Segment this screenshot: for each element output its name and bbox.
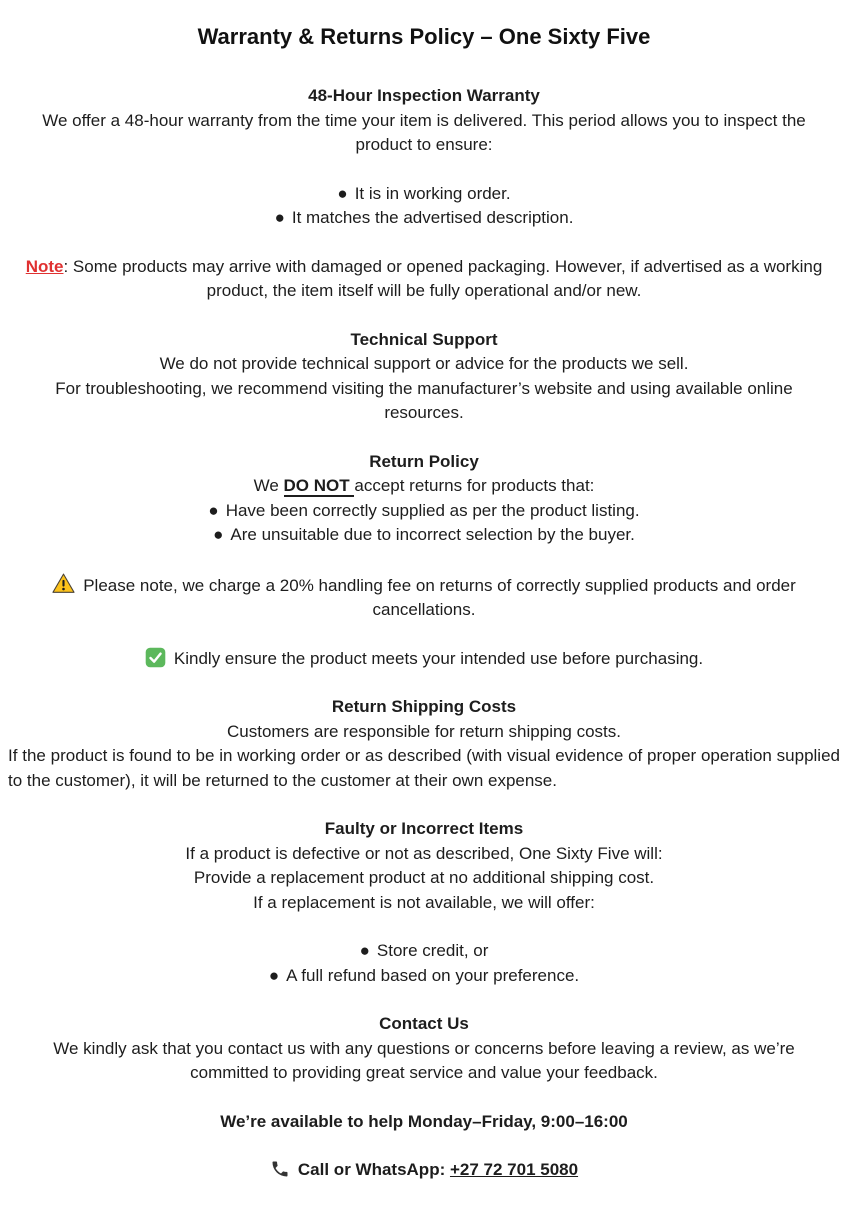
bullet-icon: ● <box>213 525 224 544</box>
list-item <box>8 939 840 964</box>
list-item <box>8 182 840 207</box>
page-title: Warranty & Returns Policy – One Sixty Five <box>197 24 651 49</box>
phone-link[interactable]: +27 72 701 5080 <box>449 1160 579 1179</box>
section-heading-faulty-items: Faulty or Incorrect Items <box>324 819 524 838</box>
list-item-text: It is in working order. <box>354 183 511 203</box>
section-return-policy <box>8 450 840 548</box>
section-faulty-items <box>8 817 840 915</box>
call-prefix: Call or WhatsApp: <box>297 1160 450 1179</box>
contact-us-body: We kindly ask that you contact us with any questions or concerns before leaving a review, as we’re committed to providing great service and value your feedback. <box>53 1038 795 1082</box>
list-item-text: It matches the advertised description. <box>291 208 574 227</box>
call-line <box>8 1158 840 1183</box>
inspection-bullet-list <box>8 182 840 231</box>
section-contact-us <box>8 1012 840 1086</box>
section-heading-contact-us: Contact Us <box>379 1014 469 1033</box>
bullet-icon: ● <box>268 965 280 985</box>
section-heading-return-shipping: Return Shipping Costs <box>331 697 517 716</box>
bullet-icon: ● <box>359 941 370 960</box>
check-icon <box>145 647 166 668</box>
phone-icon <box>270 1159 290 1179</box>
section-inspection <box>8 84 840 158</box>
return-shipping-line: Customers are responsible for return shipping costs. <box>226 721 621 741</box>
handling-fee-notice <box>8 572 840 623</box>
note-text: : Some products may arrive with damaged or opened packaging. However, if advertised as a working product, the item itself will be fully operational and/or new. <box>63 256 823 300</box>
list-item <box>8 499 840 524</box>
list-item <box>8 206 840 231</box>
return-shipping-paragraph: If the product is found to be in working order or as described (with visual evidence of proper operation supplied to the customer), it will be returned to the customer at their own expense. <box>8 746 840 790</box>
faulty-items-line: If a product is defective or not as described, One Sixty Five will: <box>185 843 663 863</box>
bullet-icon: ● <box>208 500 219 520</box>
intended-use-text: Kindly ensure the product meets your intended use before purchasing. <box>173 648 704 668</box>
availability-line: We’re available to help Monday–Friday, 9:00–16:00 <box>220 1111 628 1131</box>
section-heading-technical-support: Technical Support <box>350 329 498 349</box>
list-item-text: Store credit, or <box>376 941 489 960</box>
section-technical-support <box>8 328 840 426</box>
return-policy-intro <box>8 474 840 499</box>
technical-support-line: We do not provide technical support or advice for the products we sell. <box>159 354 689 373</box>
warning-icon <box>52 572 75 595</box>
list-item <box>8 964 840 989</box>
section-return-shipping <box>8 695 840 793</box>
list-item-text: Have been correctly supplied as per the product listing. <box>225 500 640 520</box>
faulty-items-bullet-list <box>8 939 840 988</box>
list-item <box>8 523 840 548</box>
intro-prefix: We <box>253 476 284 495</box>
faulty-items-line: Provide a replacement product at no additional shipping cost. <box>193 868 655 887</box>
section-heading-inspection: 48-Hour Inspection Warranty <box>308 86 540 105</box>
note-label: Note <box>25 256 64 276</box>
faulty-items-line: If a replacement is not available, we will offer: <box>253 892 595 912</box>
note-paragraph <box>8 255 840 304</box>
list-item-text: Are unsuitable due to incorrect selection by the buyer. <box>230 525 635 544</box>
technical-support-line: For troubleshooting, we recommend visiting the manufacturer’s website and using available online resources. <box>55 378 793 422</box>
handling-fee-text: Please note, we charge a 20% handling fee on returns of correctly supplied products and order cancellations. <box>83 575 796 619</box>
intro-suffix: accept returns for products that: <box>354 476 595 495</box>
inspection-body: We offer a 48-hour warranty from the time your item is delivered. This period allows you to inspect the product to ensure: <box>42 110 806 154</box>
section-heading-return-policy: Return Policy <box>369 451 479 471</box>
do-not-emphasis: DO NOT <box>283 476 355 495</box>
bullet-icon: ● <box>337 183 348 203</box>
intended-use-notice <box>8 647 840 672</box>
list-item-text: A full refund based on your preference. <box>286 965 580 985</box>
bullet-icon: ● <box>274 208 285 227</box>
